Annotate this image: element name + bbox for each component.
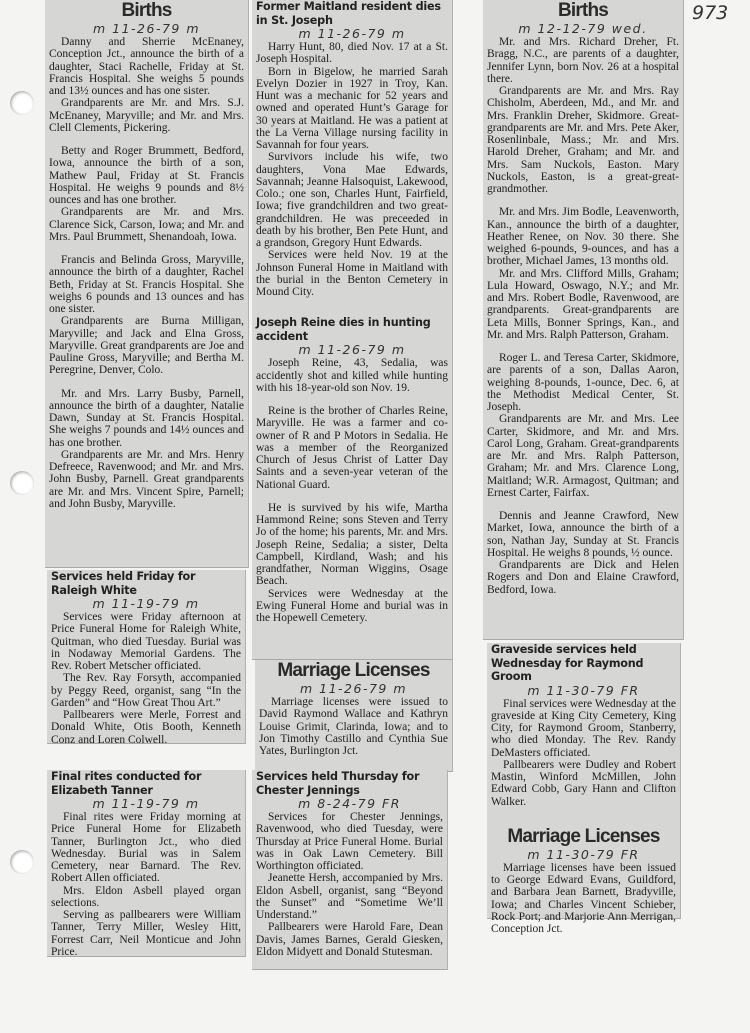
paragraph: Mr. and Mrs. Clifford Mills, Graham; Lula Howard, Oswago, N.Y.; and Mr. and Mrs. Robert Bodle, Ravenwood, are grandparents. Great-grandparents are Leta Mills, Bonner Springs, Kan., and Mr. and Mrs. Ralph Patterson, Graham. (487, 267, 679, 341)
paragraph: Roger L. and Teresa Carter, Skidmore, are parents of a son, Dallas Aaron, weighing 8-pounds, 1-ounce, Dec. 6, at the Methodist Medical Center, St. Joseph. (487, 352, 679, 413)
paragraph: The Rev. Ray Forsyth, accompanied by Peggy Reed, organist, sang “In the Garden” and “How Great Thou Art.” (51, 672, 241, 709)
hole-punch (10, 91, 34, 115)
paragraph: Grandparents are Mr. and Mrs. S.J. McEnaney, Maryville; and Mr. and Mrs. Clell Clements, Pickering. (49, 97, 244, 134)
paragraph: Grandparents are Dick and Helen Rogers and Don and Elaine Crawford, Bedford, Iowa. (487, 559, 679, 596)
paragraph: Services for Chester Jennings, Ravenwood, who died Tuesday, were Thursday at Price Funeral Home. Burial was in Oak Lawn Cemetery. Bill Worthington officiated. (256, 811, 443, 872)
handwritten-date-note: m 11-26-79 m (298, 26, 406, 41)
handwritten-date-note: m 12-12-79 wed. (518, 21, 648, 36)
news-item (49, 388, 244, 511)
clipping-elizabeth-tanner (47, 770, 246, 957)
section-heading: Births (121, 0, 172, 21)
news-item (259, 696, 448, 757)
news-item (491, 698, 676, 808)
headline: Graveside services held Wednesday for Raymond Groom (491, 643, 644, 683)
paragraph: Marriage licenses have been issued to George Edward Evans, Guildford, and Barbara Jean Barnett, Bradyville, Iowa; and Charles Vincent Schieber, Rock Port; and Marjorie Ann Merrigan, Conception Jct. (491, 861, 676, 935)
paragraph: Grandparents are Mr. and Mrs. Ray Chisholm, Aberdeen, Md., and Mr. and Mrs. Franklin Dreher, Skidmore. Great-grandparents are Mr. and Mrs. Pete Aker, Rosenlinbale, Mass.; Mr. and Mrs. Harold Dreher, Graham; and Mr. and Mrs. Sam Nuckols, Easton. Mary Nuckols, Easton, is a great-great-grandmother. (487, 85, 679, 195)
paragraph: Joseph Reine, 43, Sedalia, was accidently shot and killed while hunting with his 18-year-old son Nov. 19. (256, 357, 448, 394)
paragraph: Mr. and Mrs. Richard Dreher, Ft. Bragg, N.C., are parents of a daughter, Jennifer Lynn, born Nov. 26 at a hospital there. (487, 36, 679, 85)
news-item (51, 811, 241, 958)
article (491, 808, 676, 936)
paragraph: Mr. and Mrs. Larry Busby, Parnell, announce the birth of a daughter, Natalie Dawn, Sunday at St. Francis Hospital. She weighs 7 pounds and 14½ ounces and has one brother. (49, 387, 244, 449)
hole-punch (10, 850, 34, 874)
news-item (487, 510, 679, 596)
news-item (256, 41, 448, 298)
paragraph: Final services were Wednesday at the graveside at King City Cemetery, King City, for Raymond Groom, Stanberry, who died Monday. The Rev. Randy DeMasters officiated. (491, 697, 676, 759)
news-item (256, 502, 448, 625)
section-heading: Marriage Licenses (507, 825, 660, 847)
section-heading: Marriage Licenses (277, 660, 430, 681)
paragraph: Services were Wednesday at the Ewing Funeral Home and burial was in the Hopewell Cemetery. (256, 587, 448, 624)
article (49, 0, 244, 510)
handwritten-date-note: m 11-30-79 FR (527, 846, 640, 862)
paragraph: Danny and Sherrie McEnaney, Conception Jct., announce the birth of a daughter, Staci Rachelle, Friday at St. Francis Hospital. She weighs 5 pounds and 13½ ounces and has one sister. (49, 36, 244, 97)
section-heading: Births (557, 0, 609, 21)
article-spacer (256, 298, 448, 316)
clipping-marriage-licenses-1 (255, 660, 453, 772)
headline: Final rites conducted for Elizabeth Tanner (51, 770, 202, 797)
paragraph: Jeanette Hersh, accompanied by Mrs. Eldon Asbell, organist, sang “Beyond the Sunset” and “Sometime We’ll Understand.” (256, 872, 443, 921)
paragraph: Grandparents are Burna Milligan, Maryville; and Jack and Elna Gross, Maryville. Great grandparents are Joe and Pauline Gross, Maryville; and Bertha M. Peregrine, Denver, Colo. (49, 315, 244, 377)
paragraph: Reine is the brother of Charles Reine, Maryville. He was a farmer and co-owner of R and P Motors in Sedalia. He was a member of the Reorganized Church of Jesus Christ of Latter Day Saints and a seven-year veteran of the National Guard. (256, 405, 448, 491)
news-item (256, 405, 448, 491)
news-item (49, 36, 244, 134)
news-item (256, 357, 448, 394)
news-item (487, 206, 679, 341)
clipping-births-1 (45, 0, 249, 568)
news-item (487, 36, 679, 195)
paragraph: Grandparents are Mr. and Mrs. Henry Defreece, Ravenwood; and Mr. and Mrs. John Busby, Parnell. Great grandparents are Mr. and Mrs. Vincent Spire, Parnell; and John Busby, Maryville. (49, 448, 244, 510)
paragraph: Dennis and Jeanne Crawford, New Market, Iowa, announce the birth of a son, Nathan Jay, Sunday at St. Francis Hospital. He weighs 8 pounds, ½ ounce. (487, 510, 679, 559)
handwritten-date-note: m 11-19-79 m (92, 596, 200, 611)
paragraph: Survivors include his wife, two daughters, Vona Mae Edwards, Savannah; Jeanne Halsoquist, Lakewood, Colo.; one son, Charles Hunt, Fairfield, Iowa; five grandchildren and two great-grandchildren. He was preceeded in death by his brother, Ben Pete Hunt, and a grandson, Gregory Hunt Edwards. (256, 151, 448, 249)
paragraph: Marriage licenses were issued to David Raymond Wallace and Kathryn Louise Grimit, Clarinda, Iowa; and to Jon Timothy Castillo and Cynthia Sue Yates, Burlington Jct. (259, 696, 448, 757)
paragraph: He is survived by his wife, Martha Hammond Reine; sons Steven and Terry Jo of the home; his parents, Mr. and Mrs. Joseph Reine, Sedalia; a sister, Delta Campbell, Kirdland, Wash; and his grandfather, Norman Wiggins, Osage Beach. (256, 501, 448, 588)
news-item (487, 352, 679, 499)
handwritten-date-note: m 11-30-79 FR (527, 682, 640, 698)
article (51, 770, 241, 958)
article (491, 643, 676, 808)
paragraph: Services were held Nov. 19 at the Johnson Funeral Home in Maitland with the burial in the Benton Cemetery in Mound City. (256, 249, 448, 298)
clipping-births-2 (483, 0, 684, 640)
article (487, 0, 679, 596)
clipping-raleigh-white (47, 570, 246, 744)
headline: Services held Friday for Raleigh White (51, 570, 196, 597)
paragraph: Pallbearers were Dudley and Robert Mastin, Winford McMillen, John Edward Cobb, Gary Hann and Clifton Walker. (491, 758, 676, 808)
article (256, 770, 443, 958)
paragraph: Harry Hunt, 80, died Nov. 17 at a St. Joseph Hospital. (256, 41, 448, 66)
news-item (49, 145, 244, 243)
handwritten-date-note: m 11-19-79 m (92, 796, 200, 811)
article (51, 570, 241, 746)
paragraph: Services were Friday afternoon at Price Funeral Home for Raleigh White, Quitman, who died Tuesday. Burial was in Nodaway Memorial Gardens. The Rev. Robert Metscher officiated. (51, 611, 241, 672)
headline: Services held Thursday for Chester Jennings (256, 770, 420, 797)
news-item (51, 611, 241, 746)
handwritten-date-note: m 11-26-79 m (298, 342, 406, 358)
paragraph: Pallbearers were Harold Fare, Dean Davis, James Barnes, Gerald Giesken, Eldon Midyett and Donald Stutesman. (256, 921, 443, 958)
handwritten-date-note: m 11-26-79 m (299, 681, 408, 696)
clipping-chester-jennings (252, 770, 448, 970)
article (259, 660, 448, 757)
paragraph: Mrs. Eldon Asbell played organ selections. (51, 884, 241, 909)
article-spacer (491, 808, 676, 826)
paragraph: Pallbearers were Merle, Forrest and Donald White, Otis Booth, Kenneth Conz and Loren Colwell. (51, 709, 241, 746)
handwritten-page-number: 973 (692, 2, 729, 24)
paragraph: Born in Bigelow, he married Sarah Evelyn Dozier in 1927 in Troy, Kan. Hunt was a mechanic for 52 years and owned and operated Hunt’s Garage for 30 years at Maitland. He was a patient at the La Verna Village nursing facility in Savannah for four years. (256, 65, 448, 151)
clipping-groom-licenses (487, 643, 681, 935)
news-item (49, 254, 244, 377)
article (256, 298, 448, 624)
headline: Joseph Reine dies in hunting accident (256, 316, 431, 343)
handwritten-date-note: m 8-24-79 FR (298, 796, 401, 811)
hole-punch (10, 471, 34, 495)
paragraph: Betty and Roger Brummett, Bedford, Iowa, announce the birth of a son, Mathew Paul, Friday at St. Francis Hospital. He weighs 9 pounds and 8½ ounces and has one brother. (49, 145, 244, 206)
article (256, 0, 448, 298)
news-item (491, 862, 676, 936)
paragraph: Francis and Belinda Gross, Maryville, announce the birth of a daughter, Rachel Beth, Friday at St. Francis Hospital. She weighs 6 pounds and 13 ounces and has one sister. (49, 254, 244, 315)
paragraph: Serving as pallbearers were William Tanner, Terry Miller, Wesley Hitt, Forrest Carr, Neil Monticue and John Price. (51, 909, 241, 958)
news-item (256, 811, 443, 958)
paragraph: Final rites were Friday morning at Price Funeral Home for Elizabeth Tanner, Burlington Jct., who died Wednesday. Burial was in Salem Cemetery, near Barnard. The Rev. Robert Allen officiated. (51, 811, 241, 885)
paragraph: Grandparents are Mr. and Mrs. Lee Carter, Skidmore, and Mr. and Mrs. Carol Long, Graham. Great-grandparents are Mr. and Mrs. Ralph Patterson, Graham; Mr. and Mrs. Clarence Long, Maitland; W.R. Armagost, Quitman; and Ernest Carter, Fairfax. (487, 413, 679, 499)
clipping-hunt-reine (252, 0, 453, 660)
paragraph: Grandparents are Mr. and Mrs. Clarence Sick, Carson, Iowa; and Mr. and Mrs. Paul Brummett, Shenandoah, Iowa. (49, 206, 244, 243)
headline: Former Maitland resident dies in St. Joseph (256, 0, 441, 27)
handwritten-date-note: m 11-26-79 m (92, 21, 201, 36)
paragraph: Mr. and Mrs. Jim Bodle, Leavenworth, Kan., announce the birth of a daughter, Heather Renee, on Nov. 30 there. She weighed 6-pounds, 9-ounces, and has a brother, Michael James, 13 months old. (487, 206, 679, 268)
